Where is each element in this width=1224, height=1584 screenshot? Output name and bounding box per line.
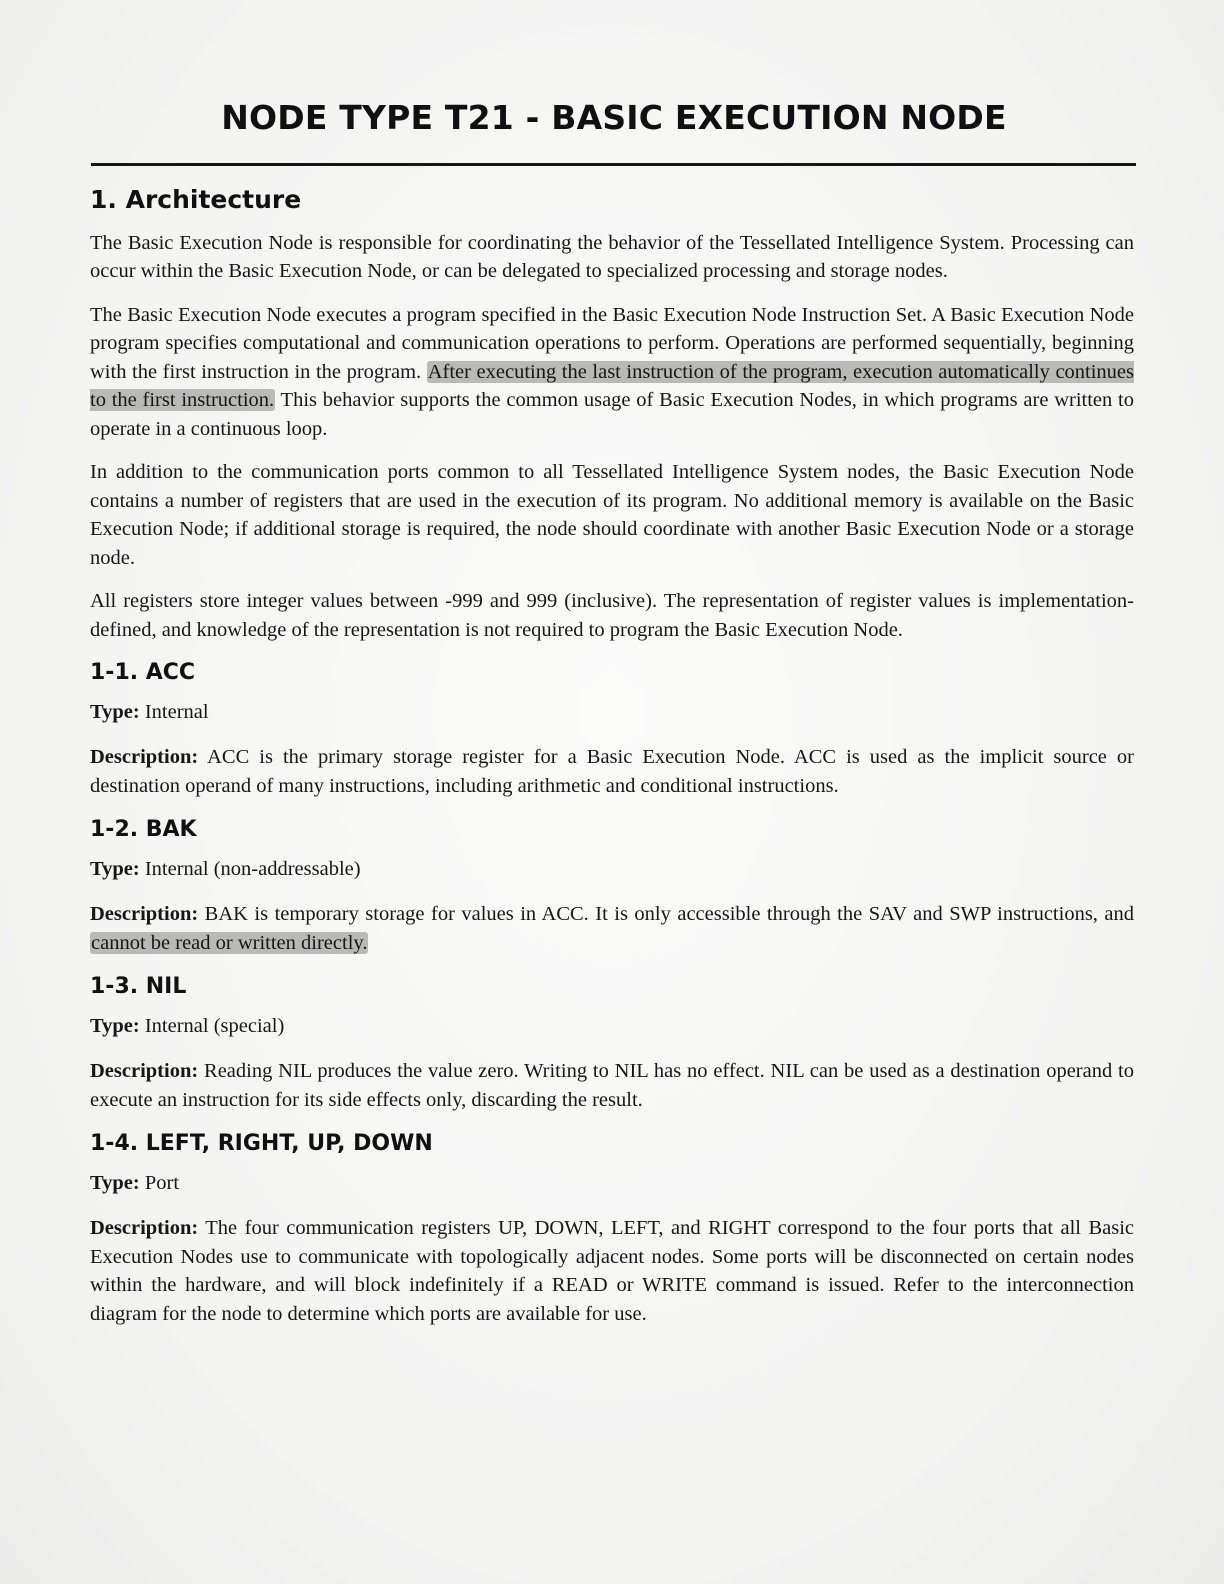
type-label: Type: — [90, 1171, 140, 1194]
description-label: Description: — [90, 1217, 199, 1240]
register-type-acc — [90, 698, 1134, 727]
subsection-heading-nil: 1-3. NIL — [90, 974, 187, 1000]
description-text: ACC is the primary storage register for a Basic Execution Node. ACC is used as the implicit source or destination operand of many instructions, including arithmetic and conditional instructions. — [90, 746, 1134, 797]
highlighted-text: After executing the last instruction of the program, execution automatically continues to the first instruction. — [90, 360, 1135, 411]
type-value: Internal (special) — [144, 1014, 285, 1037]
type-label: Type: — [90, 1014, 140, 1037]
register-description-bak — [90, 900, 1134, 957]
type-value: Port — [144, 1171, 180, 1194]
section-heading-architecture: 1. Architecture — [90, 185, 302, 214]
paragraph-registers: In addition to the communication ports common to all Tessellated Intelligence System nodes, the Basic Execution Node contains a number of registers that are used in the execution of its program. No additional memory is available on the Basic Execution Node; if additional storage is required, the node should coordinate with another Basic Execution Node or a storage node. — [90, 461, 1134, 569]
description-text: Reading NIL produces the value zero. Writing to NIL has no effect. NIL can be used as a destination operand to execute an instruction for its side effects only, discarding the result. — [90, 1060, 1134, 1111]
subsection-heading-ports: 1-4. LEFT, RIGHT, UP, DOWN — [90, 1131, 433, 1157]
type-value: Internal — [144, 700, 209, 723]
register-description-nil — [90, 1057, 1134, 1114]
paragraph-overview: The Basic Execution Node is responsible for coordinating the behavior of the Tessellated Intelligence System. Processing can occur within the Basic Execution Node, or can be delegated to specialized processing and storage nodes. — [90, 231, 1134, 282]
subsection-heading-acc: 1-1. ACC — [90, 660, 196, 685]
register-description-ports — [90, 1214, 1134, 1328]
description-label: Description: — [90, 903, 199, 926]
description-label: Description: — [90, 746, 199, 769]
paragraph-program-execution — [90, 301, 1134, 444]
subsection-heading-bak: 1-2. BAK — [90, 817, 197, 843]
type-value: Internal (non-addressable) — [144, 857, 361, 880]
paragraph-value-range: All registers store integer values between -999 and 999 (inclusive). The representation of register values is implementation-defined, and knowledge of the representation is not required to program the Basic Execution Node. — [90, 590, 1134, 641]
description-label: Description: — [90, 1060, 199, 1083]
register-type-nil — [90, 1012, 1134, 1041]
register-type-bak — [90, 855, 1134, 884]
paragraph-text: The Basic Execution Node executes a program specified in the Basic Execution Node Instruction Set. A Basic Execution Node program specifies computational and communication operations to perform. Operations are performed sequentially, beginning with the first instruction in the program. — [90, 303, 1134, 383]
page-title: NODE TYPE T21 - BASIC EXECUTION NODE — [221, 98, 1007, 137]
register-type-ports — [90, 1169, 1134, 1198]
highlighted-text: cannot be read or written directly. — [91, 931, 368, 954]
register-description-acc — [90, 743, 1134, 800]
description-text: The four communication registers UP, DOWN, LEFT, and RIGHT correspond to the four ports that all Basic Execution Nodes use to communicate with topologically adjacent nodes. Some ports will be disconnected on certain nodes within the hardware, and will block indefinitely if a READ or WRITE command is issued. Refer to the interconnection diagram for the node to determine which ports are available for use. — [90, 1217, 1134, 1325]
paragraph-text: This behavior supports the common usage of Basic Execution Nodes, in which programs are written to operate in a continuous loop. — [90, 389, 1135, 440]
title-divider — [91, 163, 1136, 166]
type-label: Type: — [90, 700, 140, 723]
document-body — [90, 184, 1134, 1344]
description-text: BAK is temporary storage for values in ACC. It is only accessible through the SAV and SWP instructions, and — [204, 903, 1134, 926]
type-label: Type: — [90, 857, 140, 880]
